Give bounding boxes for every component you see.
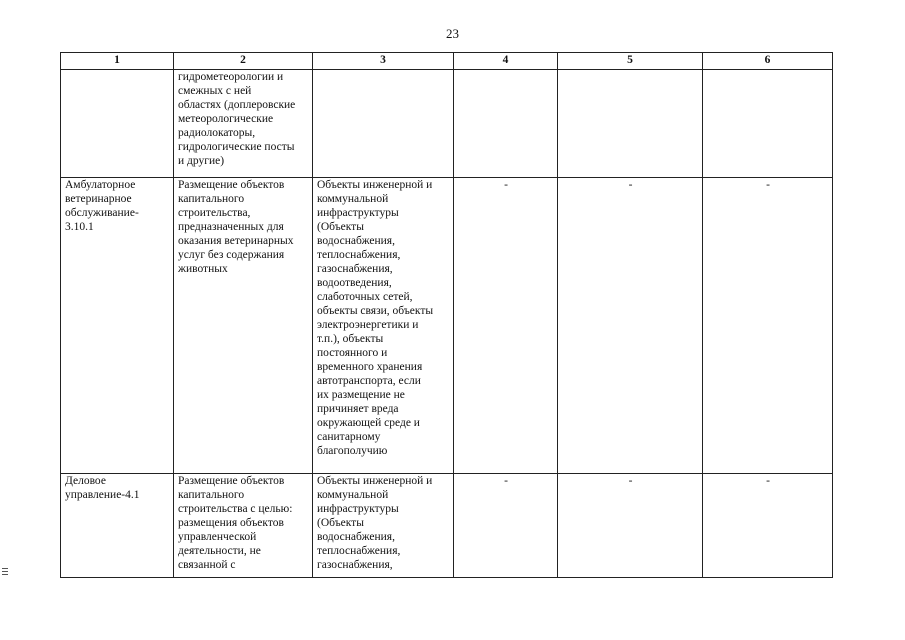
- auxiliary-use-cell: [313, 70, 454, 178]
- column-6-cell: -: [703, 178, 833, 474]
- column-5-cell: -: [558, 178, 703, 474]
- use-description-cell: Размещение объектов капитального строительства с целью: размещения объектов управленческой деятельности, не связанной с: [174, 474, 313, 578]
- column-6-cell: -: [703, 474, 833, 578]
- column-5-cell: [558, 70, 703, 178]
- column-header-5: 5: [558, 53, 703, 70]
- table-row: [61, 70, 833, 178]
- column-5-cell: -: [558, 474, 703, 578]
- table-row: [61, 178, 833, 474]
- column-header-6: 6: [703, 53, 833, 70]
- use-description-cell: гидрометеорологии и смежных с ней областях (доплеровские метеорологические радиолокаторы, гидрологические посты и другие): [174, 70, 313, 178]
- column-4-cell: [454, 70, 558, 178]
- use-type-cell: Амбулаторное ветеринарное обслуживание- 3.10.1: [61, 178, 174, 474]
- regulations-table: [60, 52, 833, 578]
- column-header-1: 1: [61, 53, 174, 70]
- column-header-2: 2: [174, 53, 313, 70]
- table-row: [61, 474, 833, 578]
- use-description-cell: Размещение объектов капитального строительства, предназначенных для оказания ветеринарных услуг без содержания животных: [174, 178, 313, 474]
- column-6-cell: [703, 70, 833, 178]
- column-header-3: 3: [313, 53, 454, 70]
- table-header-row: [61, 53, 833, 70]
- auxiliary-use-cell: Объекты инженерной и коммунальной инфраструктуры (Объекты водоснабжения, теплоснабжения, газоснабжения,: [313, 474, 454, 578]
- column-4-cell: -: [454, 474, 558, 578]
- use-type-cell: [61, 70, 174, 178]
- column-header-4: 4: [454, 53, 558, 70]
- auxiliary-use-cell: Объекты инженерной и коммунальной инфраструктуры (Объекты водоснабжения, теплоснабжения, газоснабжения, водоотведения, слаботочных сетей, объекты связи, объекты электроэнергетики и т.п.), объекты постоянного и временного хранения автотранспорта, если их размещение не причиняет вреда окружающей среде и санитарному благополучию: [313, 178, 454, 474]
- use-type-cell: Деловое управление-4.1: [61, 474, 174, 578]
- page-number: 23: [446, 26, 459, 41]
- margin-mark: [2, 568, 8, 577]
- column-4-cell: -: [454, 178, 558, 474]
